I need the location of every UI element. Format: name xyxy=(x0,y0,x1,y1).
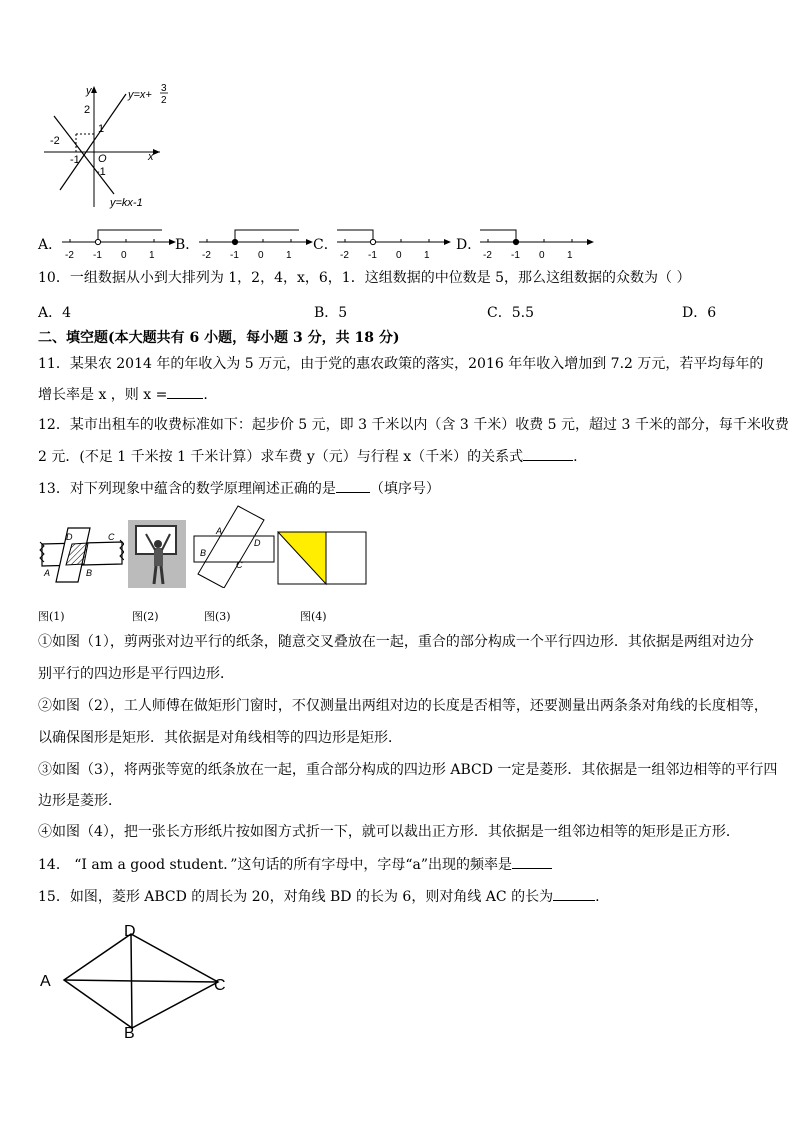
q13-figure-1 xyxy=(38,524,124,584)
q9-tick-d-0: -2 xyxy=(483,250,492,261)
line1-frac-num: 3 xyxy=(161,83,167,94)
q13-stem xyxy=(38,478,440,499)
q9-tick-b-0: -2 xyxy=(202,250,211,261)
q9-tick-c-2: 0 xyxy=(396,250,402,261)
q11-line2-end: . xyxy=(203,387,208,403)
q11-line1: 11．某果农 2014 年的年收入为 5 万元，由于党的惠农政策的落实，2016 年年收入增加到 7.2 万元，若平均每年的 xyxy=(38,356,764,372)
tick-y-neg1: -1 xyxy=(96,166,106,178)
q9-tick-a-1: -1 xyxy=(93,250,102,261)
q12-line2-end: . xyxy=(573,449,578,465)
q13-stem-end: （填序号） xyxy=(369,481,440,497)
line1-label: y=x+ xyxy=(128,89,152,101)
fig1-label-b: B xyxy=(86,568,93,578)
q9-tick-c-0: -2 xyxy=(340,250,349,261)
q13-item-3b: 边形是菱形． xyxy=(38,793,122,809)
origin-label: O xyxy=(98,153,107,165)
fig-label-4: 图(4) xyxy=(300,610,327,623)
q9-tick-a-2: 0 xyxy=(121,250,127,261)
q15-stem-text: 15．如图，菱形 ABCD 的周长为 20，对角线 BD 的长为 6，则对角线 AC 的长为 xyxy=(38,889,554,905)
q9-tick-d-3: 1 xyxy=(567,250,573,261)
q10-option-c: C．5.5 xyxy=(487,305,534,321)
q13-item-2b: 以确保图形是矩形．其依据是对角线相等的四边形是矩形． xyxy=(38,730,402,746)
section-2-title: 二、填空题(本大题共有 6 小题，每小题 3 分，共 18 分) xyxy=(38,330,400,346)
q12-answer-blank[interactable] xyxy=(523,446,573,461)
y-axis-label: y xyxy=(86,85,92,97)
q14-stem xyxy=(38,854,552,875)
line1-frac-den: 2 xyxy=(161,95,167,106)
q13-item-3a: ③如图（3），将两张等宽的纸条放在一起，重合部分构成的四边形 ABCD 一定是菱形．其依据是一组邻边相等的平行四 xyxy=(38,762,778,778)
q9-tick-a-0: -2 xyxy=(65,250,74,261)
tick-y-2: 2 xyxy=(84,104,91,116)
q9-number-line-a xyxy=(60,222,178,262)
q12-line2-text: 2 元．(不足 1 千米按 1 千米计算）求车费 y（元）与行程 x（千米）的关系式 xyxy=(38,449,524,465)
q13-item-1b: 别平行的四边形是平行四边形． xyxy=(38,666,234,682)
q9-tick-b-1: -1 xyxy=(230,250,239,261)
q9-option-letter-b: B． xyxy=(175,237,200,253)
x-axis-label: x xyxy=(148,151,154,163)
fig3-label-d: D xyxy=(254,538,261,548)
q9-tick-a-3: 1 xyxy=(149,250,155,261)
q13-item-2a: ②如图（2），工人师傅在做矩形门窗时，不仅测量出两组对边的长度是否相等，还要测量出两条条对角线的长度相等， xyxy=(38,698,768,714)
q14-stem-text: 14． “I am a good student．”这句话的所有字母中，字母“a”出现的频率是 xyxy=(38,857,513,873)
q9-function-graph xyxy=(40,82,180,212)
tick-x-neg1: -1 xyxy=(70,154,80,166)
q13-figure-2 xyxy=(128,520,186,588)
q9-option-letter-c: C． xyxy=(313,237,338,253)
q9-endpoint-c xyxy=(370,239,375,244)
q9-tick-c-1: -1 xyxy=(368,250,377,261)
q9-tick-d-1: -1 xyxy=(511,250,520,261)
fig-label-2: 图(2) xyxy=(132,610,159,623)
q14-answer-blank[interactable] xyxy=(512,854,552,869)
fig1-label-d: D xyxy=(66,532,73,542)
fig3-label-a: A xyxy=(216,526,223,536)
q9-tick-b-2: 0 xyxy=(258,250,264,261)
vertex-b: B xyxy=(124,1025,135,1042)
q9-option-letter-a: A． xyxy=(38,237,63,253)
vertex-d: D xyxy=(124,923,136,940)
fig3-label-b: B xyxy=(200,548,207,558)
q15-stem-end: . xyxy=(595,889,600,905)
q9-endpoint-a xyxy=(95,239,100,244)
q15-rhombus-figure xyxy=(36,920,236,1044)
q11-line2-text: 增长率是 x ，则 x = xyxy=(38,387,168,403)
q12-line1: 12．某市出租车的收费标准如下：起步价 5 元，即 3 千米以内（含 3 千米）收费 5 元，超过 3 千米的部分，每千米收费 xyxy=(38,417,789,433)
q10-option-d: D．6 xyxy=(682,305,717,321)
q9-tick-c-3: 1 xyxy=(424,250,430,261)
q9-endpoint-d xyxy=(513,239,518,244)
fig1-label-a: A xyxy=(44,568,51,578)
q13-stem-text: 13．对下列现象中蕴含的数学原理阐述正确的是 xyxy=(38,481,336,497)
fig1-label-c: C xyxy=(108,532,115,542)
fig-label-3: 图(3) xyxy=(204,610,231,623)
vertex-a: A xyxy=(40,973,51,990)
q9-tick-d-2: 0 xyxy=(539,250,545,261)
q13-figure-4 xyxy=(276,530,368,586)
q15-answer-blank[interactable] xyxy=(553,886,595,901)
q13-answer-blank[interactable] xyxy=(336,478,370,493)
vertex-c: C xyxy=(214,977,226,994)
q10-option-a: A．4 xyxy=(38,305,72,321)
q9-number-line-b xyxy=(197,222,315,262)
q9-endpoint-b xyxy=(232,239,237,244)
q10-option-b: B．5 xyxy=(314,305,348,321)
line2-label: y=kx-1 xyxy=(110,197,143,209)
fig4-folded-triangle xyxy=(278,532,326,584)
q9-option-letter-d: D． xyxy=(456,237,482,253)
q13-item-1a: ①如图（1），剪两张对边平行的纸条，随意交叉叠放在一起，重合的部分构成一个平行四边形．其依据是两组对边分 xyxy=(38,634,754,650)
q15-stem xyxy=(38,886,600,907)
tick-y-1: 1 xyxy=(98,123,105,135)
q11-line2 xyxy=(38,384,208,405)
q13-figure-3 xyxy=(192,504,276,588)
q9-tick-b-3: 1 xyxy=(286,250,292,261)
fig3-label-c: C xyxy=(236,560,243,570)
q9-number-line-d xyxy=(478,222,596,262)
q12-line2 xyxy=(38,446,578,467)
q10-stem: 10．一组数据从小到大排列为 1，2，4，x，6，1．这组数据的中位数是 5，那么这组数据的众数为（ ） xyxy=(38,270,691,286)
q13-item-4: ④如图（4），把一张长方形纸片按如图方式折一下，就可以裁出正方形．其依据是一组邻边相等的矩形是正方形． xyxy=(38,824,740,840)
fig-label-1: 图(1) xyxy=(38,610,65,623)
tick-x-neg2: -2 xyxy=(50,135,60,147)
q9-number-line-c xyxy=(335,222,453,262)
q11-answer-blank[interactable] xyxy=(167,384,203,399)
